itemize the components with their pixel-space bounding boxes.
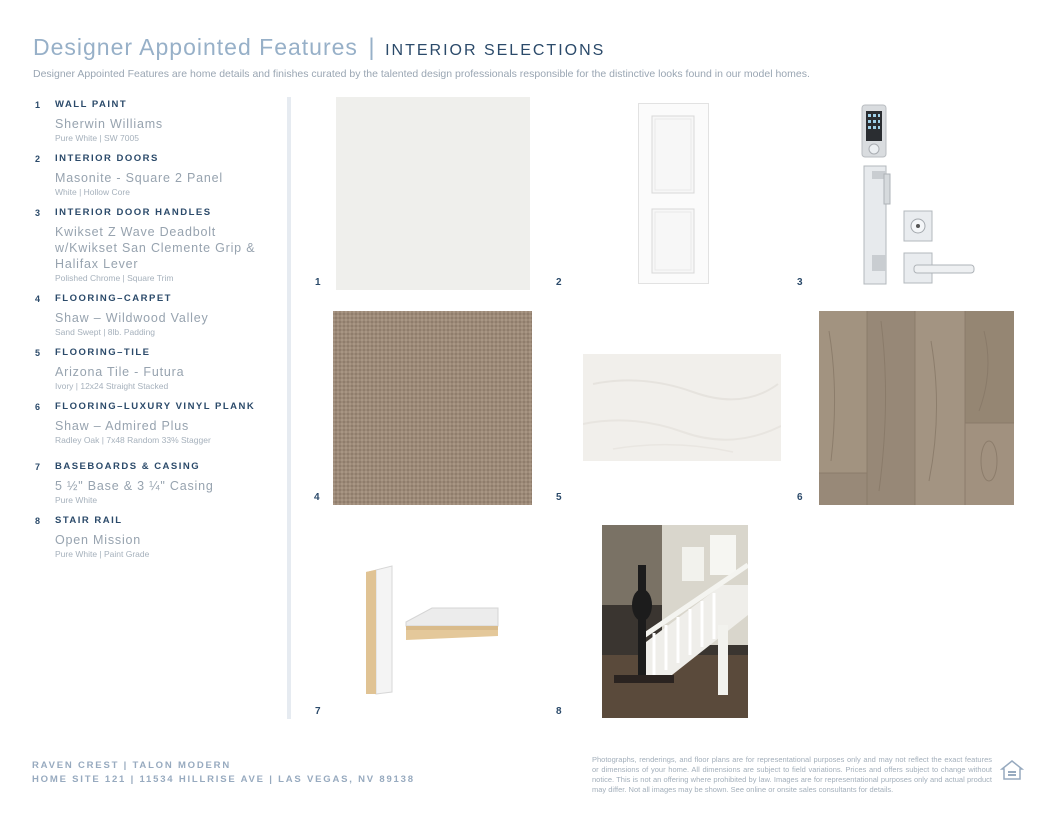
page-title: Designer Appointed Features xyxy=(33,34,358,60)
footer-address xyxy=(32,759,415,787)
grid-label-4: 4 xyxy=(314,492,320,503)
door-image xyxy=(638,103,709,284)
item-name: Shaw – Admired Plus xyxy=(55,419,190,433)
item-number: 5 xyxy=(35,348,41,358)
intro-text: Designer Appointed Features are home details and finishes curated by the talented design professionals responsible for the distinctive looks found in our model homes. xyxy=(33,68,810,80)
footer-disclaimer: Photographs, renderings, and floor plans are for representational purposes only and may not reflect the exact features or dimensions of your home. All dimensions are subject to field variations. Prices and offers subject to change without notice. This is not an offering where prohibited by law. Images are for representational purposes only and actual product may differ. Not all images may be shown. See online or onsite sales consultants for details. xyxy=(592,755,992,794)
footer-homesite: HOME SITE 121 | 11534 HILLRISE AVE | LAS VEGAS, NV 89138 xyxy=(32,774,415,785)
item-category: STAIR RAIL xyxy=(55,515,123,526)
vinyl-plank-swatch xyxy=(819,311,1014,505)
item-name: Arizona Tile - Futura xyxy=(55,365,185,379)
item-number: 7 xyxy=(35,462,41,472)
item-category: INTERIOR DOOR HANDLES xyxy=(55,207,212,218)
page-subtitle: INTERIOR SELECTIONS xyxy=(385,42,606,59)
item-detail: Radley Oak | 7x48 Random 33% Stagger xyxy=(55,435,211,445)
page-header xyxy=(33,34,1033,80)
item-detail: Sand Swept | 8lb. Padding xyxy=(55,327,156,337)
grid-label-5: 5 xyxy=(556,492,562,503)
equal-housing-opportunity-icon xyxy=(1000,759,1024,783)
tile-swatch xyxy=(583,354,781,461)
footer-community: RAVEN CREST | TALON MODERN xyxy=(32,760,231,771)
item-detail: Pure White xyxy=(55,495,98,505)
title-row xyxy=(33,34,1033,62)
grid-label-3: 3 xyxy=(797,277,803,288)
list-item xyxy=(35,153,280,197)
grid-label-6: 6 xyxy=(797,492,803,503)
item-category: FLOORING–TILE xyxy=(55,347,151,358)
item-detail: Pure White | Paint Grade xyxy=(55,549,150,559)
door-hardware-image xyxy=(858,103,978,285)
item-number: 8 xyxy=(35,516,41,526)
stair-rail-photo xyxy=(602,525,748,718)
list-item xyxy=(35,515,280,559)
item-number: 1 xyxy=(35,100,41,110)
item-detail: Pure White | SW 7005 xyxy=(55,133,139,143)
item-name: 5 ½" Base & 3 ¼" Casing xyxy=(55,479,214,493)
item-name: Kwikset Z Wave Deadbolt w/Kwikset San Clemente Grip & Halifax Lever xyxy=(55,225,256,271)
item-name: Open Mission xyxy=(55,533,142,547)
item-category: FLOORING–CARPET xyxy=(55,293,172,304)
list-item xyxy=(35,207,280,283)
baseboard-casing-image xyxy=(362,564,502,696)
item-number: 6 xyxy=(35,402,41,412)
wall-paint-swatch xyxy=(336,97,530,290)
list-item xyxy=(35,461,280,505)
grid-label-7: 7 xyxy=(315,706,321,717)
item-category: FLOORING–LUXURY VINYL PLANK xyxy=(55,401,256,412)
item-category: BASEBOARDS & CASING xyxy=(55,461,201,472)
item-detail: White | Hollow Core xyxy=(55,187,130,197)
selections-list xyxy=(35,99,280,569)
item-number: 3 xyxy=(35,208,41,218)
item-detail: Ivory | 12x24 Straight Stacked xyxy=(55,381,169,391)
carpet-swatch xyxy=(333,311,532,505)
item-detail: Polished Chrome | Square Trim xyxy=(55,273,174,283)
item-number: 4 xyxy=(35,294,41,304)
vertical-divider xyxy=(287,97,291,719)
title-separator: | xyxy=(368,34,375,61)
item-name: Masonite - Square 2 Panel xyxy=(55,171,224,185)
grid-label-1: 1 xyxy=(315,277,321,288)
list-item xyxy=(35,401,280,445)
item-category: INTERIOR DOORS xyxy=(55,153,159,164)
item-name: Shaw – Wildwood Valley xyxy=(55,311,209,325)
grid-label-8: 8 xyxy=(556,706,562,717)
list-item xyxy=(35,293,280,337)
grid-label-2: 2 xyxy=(556,277,562,288)
item-category: WALL PAINT xyxy=(55,99,128,110)
list-item xyxy=(35,99,280,143)
item-name: Sherwin Williams xyxy=(55,117,163,131)
list-item xyxy=(35,347,280,391)
item-number: 2 xyxy=(35,154,41,164)
